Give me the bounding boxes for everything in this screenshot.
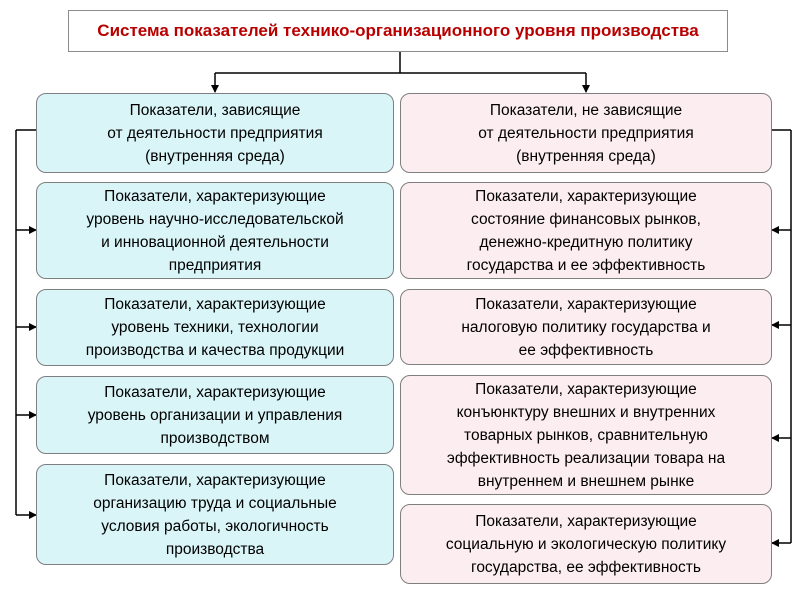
diagram-title-text: Система показателей технико-организационного уровня производства xyxy=(97,21,699,40)
right-box-financial-text: Показатели, характеризующие состояние финансовых рынков, денежно-кредитную политику государства и ее эффективность xyxy=(466,187,706,274)
left-box-header xyxy=(36,93,394,173)
right-box-market-text: Показатели, характеризующие конъюнктуру внешних и внутренних товарных рынков, сравнительную эффективность реализации товара на внутреннем и внешнем рынке xyxy=(446,380,726,490)
left-box-labor xyxy=(36,464,394,565)
left-box-header-text: Показатели, зависящие от деятельности предприятия (внутренняя среда) xyxy=(107,101,323,165)
left-box-management xyxy=(36,376,394,454)
right-box-header-text: Показатели, не зависящие от деятельности предприятия (внутренняя среда) xyxy=(478,101,694,165)
left-box-technology xyxy=(36,289,394,366)
left-box-management-text: Показатели, характеризующие уровень организации и управления производством xyxy=(87,383,343,447)
left-box-research xyxy=(36,182,394,279)
left-box-research-text: Показатели, характеризующие уровень научно-исследовательской и инновационной деятельности предприятия xyxy=(86,187,344,274)
right-box-market xyxy=(400,375,772,495)
right-box-tax-text: Показатели, характеризующие налоговую политику государства и ее эффективность xyxy=(461,295,711,359)
right-box-financial xyxy=(400,182,772,279)
right-box-header xyxy=(400,93,772,173)
right-box-social-text: Показатели, характеризующие социальную и экологическую политику государства, ее эффективность xyxy=(445,512,727,576)
left-box-technology-text: Показатели, характеризующие уровень техники, технологии производства и качества продукции xyxy=(85,296,345,359)
left-box-labor-text: Показатели, характеризующие организацию труда и социальные условия работы, экологичность производства xyxy=(93,471,337,558)
right-box-tax xyxy=(400,289,772,365)
right-box-social xyxy=(400,504,772,584)
